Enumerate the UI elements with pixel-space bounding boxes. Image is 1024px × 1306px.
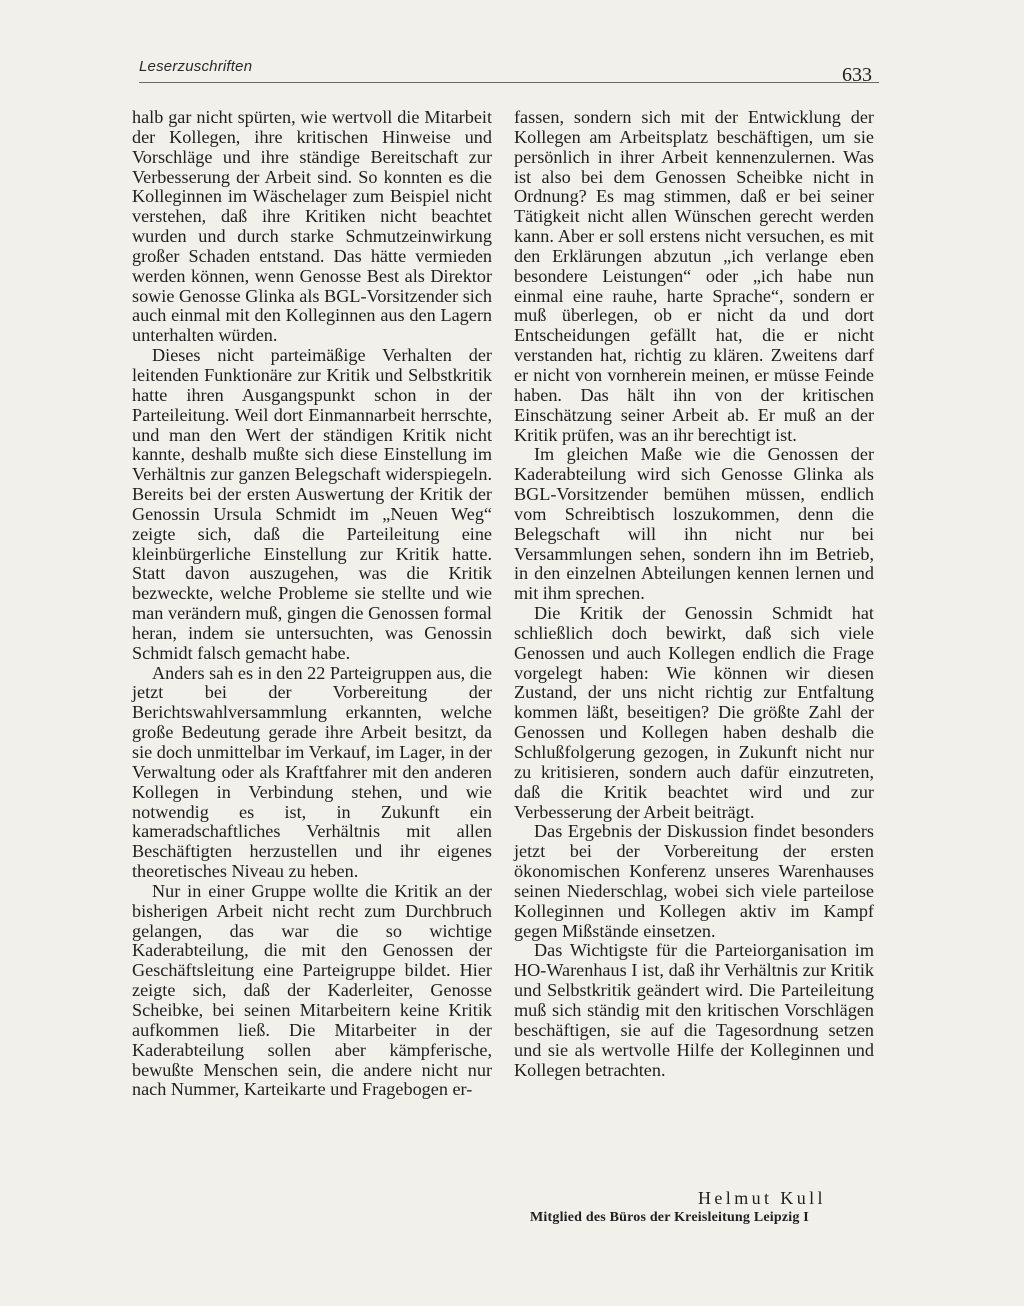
paragraph: Anders sah es in den 22 Parteigruppen aus, die jetzt bei der Vorbereitung der Berichtswahlversammlung erkannten, welche große Bedeutung gerade ihre Arbeit besitzt, da sie doch unmittelbar im Verkauf, im Lager, in der Verwaltung oder als Kraftfahrer mit den anderen Kollegen in Verbindung stehen, und wie notwendig es ist, in Zukunft ein kameradschaftliches Verhältnis mit allen Beschäftigten herzustellen und ihr eigenes theoretisches Niveau zu heben. xyxy=(132,662,492,882)
paragraph: Die Kritik der Genossin Schmidt hat schließlich doch bewirkt, daß sich viele Genossen und auch Kollegen endlich die Frage vorgelegt haben: Wie können wir diesen Zustand, der uns nicht richtig zur Entfaltung kommen läßt, beseitigen? Die größte Zahl der Genossen und Kollegen haben deshalb die Schlußfolgerung gezogen, in Zukunft nicht nur zu kritisieren, sondern auch dafür einzutreten, daß die Kritik beachtet wird und zur Verbesserung der Arbeit beiträgt. xyxy=(514,603,874,822)
paragraph: Im gleichen Maße wie die Genossen der Kaderabteilung wird sich Genosse Glinka als BGL-Vorsitzender bemühen müssen, endlich vom Schreibtisch loszukommen, denn die Belegschaft will ihn nicht nur bei Versammlungen sehen, sondern ihn im Betrieb, in den einzelnen Abteilungen kennen lernen und mit ihm sprechen. xyxy=(514,444,874,604)
paragraph: Das Ergebnis der Diskussion findet besonders jetzt bei der Vorbereitung der ersten ökonomischen Konferenz unseres Warenhauses seinen Niederschlag, wobei sich viele parteilose Kolleginnen und Kollegen aktiv im Kampf gegen Mißstände einsetzen. xyxy=(514,821,874,941)
page-number: 633 xyxy=(842,64,872,86)
header-rule xyxy=(139,82,879,83)
author-signature: Helmut Kull xyxy=(698,1188,826,1208)
section-title: Leserzuschriften xyxy=(139,58,253,75)
paragraph: halb gar nicht spürten, wie wertvoll die Mitarbeit der Kollegen, ihre kritischen Hinweise und Vorschläge und ihre ständige Bereitschaft zur Verbesserung der Arbeit sind. So konnten es die Kolleginnen im Wäschelager zum Beispiel nicht verstehen, daß ihre Kritiken nicht beachtet wurden und durch starke Schmutzeinwirkung großer Schaden entstand. Das hätte vermieden werden können, wenn Genosse Best als Direktor sowie Genosse Glinka als BGL-Vorsitzender sich auch einmal mit den Kolleginnen aus den Lagern unterhalten würden. xyxy=(132,107,492,346)
paragraph: Dieses nicht parteimäßige Verhalten der leitenden Funktionäre zur Kritik und Selbstkritik hatte ihren Ausgangspunkt schon in der Parteileitung. Weil dort Einmannarbeit herrschte, und man den Wert der ständigen Kritik nicht kannte, deshalb mußte sich diese Einstellung im Verhältnis zur ganzen Belegschaft widerspiegeln. Bereits bei der ersten Auswertung der Kritik der Genossin Ursula Schmidt im „Neuen Weg“ zeigte sich, daß die Parteileitung eine kleinbürgerliche Einstellung zur Kritik hatte. Statt davon auszugehen, was die Kritik bezweckte, welche Probleme sie stellte und wie man verändern muß, gingen die Genossen formal heran, indem sie untersuchten, was Genossin Schmidt falsch gemacht habe. xyxy=(132,345,492,663)
right-column xyxy=(514,108,874,1080)
paragraph: Das Wichtigste für die Parteiorganisation im HO-Warenhaus I ist, daß ihr Verhältnis zur Kritik und Selbstkritik geändert wird. Die Parteileitung muß sich ständig mit den kritischen Vorschlägen beschäftigen, sie auf die Tagesordnung setzen und sie als wertvolle Hilfe der Kolleginnen und Kollegen betrachten. xyxy=(514,940,874,1080)
paragraph: fassen, sondern sich mit der Entwicklung der Kollegen am Arbeitsplatz beschäftigen, um sie persönlich in ihrer Arbeit kennenzulernen. Was ist also bei dem Genossen Scheibke nicht in Ordnung? Es mag stimmen, daß er bei seiner Tätigkeit nicht allen Wünschen gerecht werden kann. Aber er soll erstens nicht versuchen, es mit den Erklärungen abzutun „ich verlange eben besondere Leistungen“ oder „ich habe nun einmal eine rauhe, harte Sprache“, sondern er muß überlegen, ob er nicht da und dort Entscheidungen gefällt hat, die er nicht verstanden hat, richtig zu klären. Zweitens darf er nicht von vornherein meinen, er müsse Feinde haben. Das hält ihn von der kritischen Einschätzung seiner Arbeit ab. Er muß an der Kritik prüfen, was an ihr berechtigt ist. xyxy=(514,107,874,445)
left-column xyxy=(132,108,492,1100)
author-affiliation: Mitglied des Büros der Kreisleitung Leipzig I xyxy=(530,1210,809,1225)
paragraph: Nur in einer Gruppe wollte die Kritik an der bisherigen Arbeit nicht recht zum Durchbruch gelangen, das war die so wichtige Kaderabteilung, die mit den Genossen der Geschäftsleitung eine Parteigruppe bildet. Hier zeigte sich, daß der Kaderleiter, Genosse Scheibke, bei seinen Mitarbeitern keine Kritik aufkommen ließ. Die Mitarbeiter in der Kaderabteilung sollen aber kämpferische, bewußte Menschen sein, die andere nicht nur nach Nummer, Karteikarte und Fragebogen er- xyxy=(132,880,492,1100)
